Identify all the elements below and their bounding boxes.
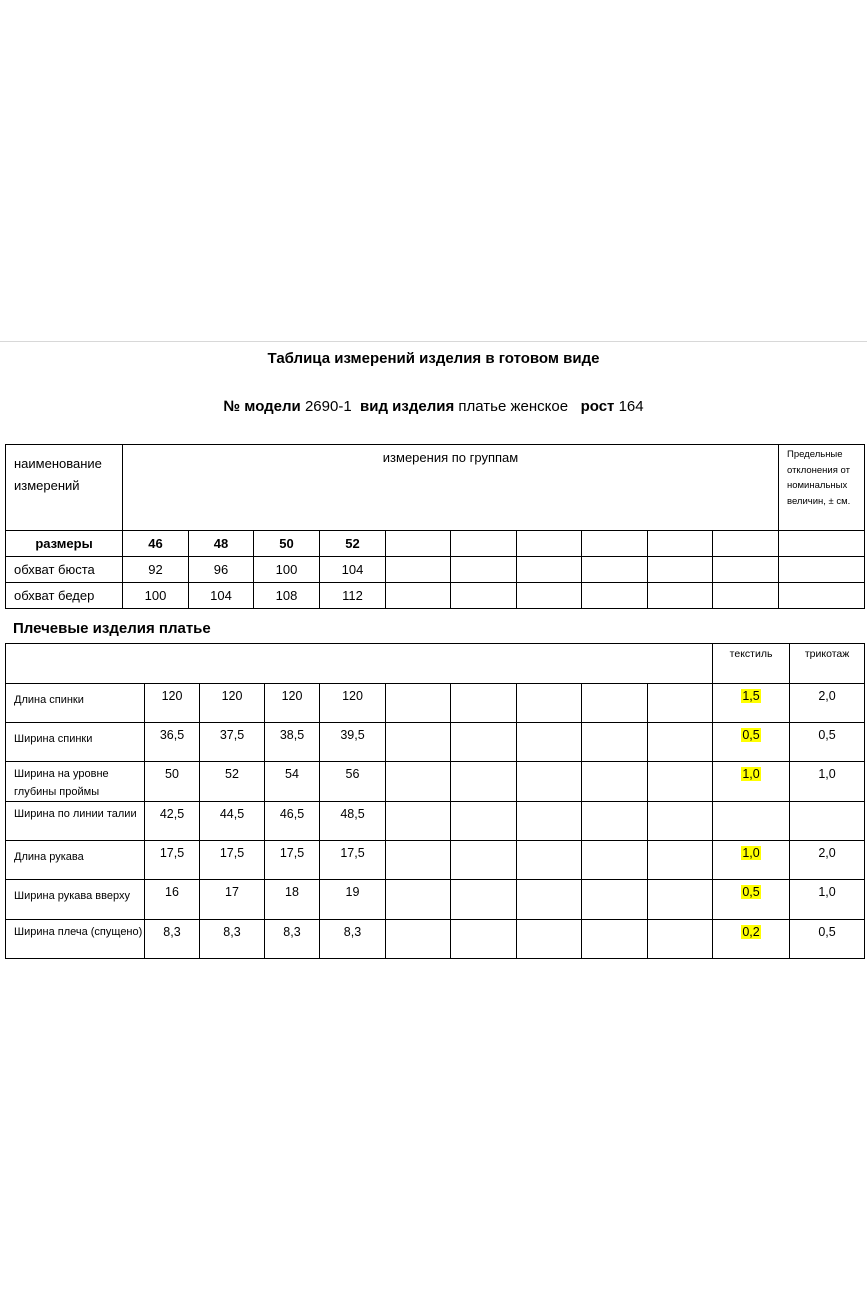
textile-cell	[713, 841, 790, 880]
empty-cell	[451, 684, 517, 723]
value-cell: 37,5	[200, 723, 265, 762]
table-row	[6, 841, 865, 880]
value-cell: 48,5	[320, 802, 386, 841]
value-cell: 54	[265, 762, 320, 802]
empty-cell	[713, 557, 779, 583]
empty-cell	[517, 723, 582, 762]
empty-cell	[386, 531, 451, 557]
value-cell: 100	[254, 557, 320, 583]
empty-cell	[451, 920, 517, 959]
empty-cell	[582, 531, 648, 557]
textile-highlight: 0,5	[742, 885, 760, 899]
table-row	[6, 880, 865, 920]
value-cell: 39,5	[320, 723, 386, 762]
empty-cell	[517, 557, 582, 583]
empty-cell	[517, 880, 582, 920]
empty-cell	[713, 531, 779, 557]
textile-cell	[713, 762, 790, 802]
empty-cell	[386, 723, 451, 762]
empty-cell	[517, 841, 582, 880]
empty-cell	[779, 557, 865, 583]
value-cell: 120	[320, 684, 386, 723]
value-cell: 50	[145, 762, 200, 802]
value-cell: 16	[145, 880, 200, 920]
empty-cell	[582, 802, 648, 841]
value-cell: 120	[200, 684, 265, 723]
value-cell: 17,5	[265, 841, 320, 880]
table-row	[6, 557, 865, 583]
empty-cell	[517, 920, 582, 959]
value-cell: 17	[200, 880, 265, 920]
empty-cell	[713, 583, 779, 609]
size-cell: 52	[320, 531, 386, 557]
knit-cell: 1,0	[790, 880, 865, 920]
textile-cell	[713, 802, 790, 841]
col-textile: текстиль	[713, 644, 790, 684]
value-cell: 52	[200, 762, 265, 802]
empty-cell	[451, 802, 517, 841]
value-cell: 104	[320, 557, 386, 583]
sizes-label: размеры	[6, 531, 123, 557]
empty-cell	[451, 557, 517, 583]
empty-cell	[648, 920, 713, 959]
textile-highlight: 1,0	[742, 767, 760, 781]
empty-cell	[517, 802, 582, 841]
row-label: Длина рукава	[6, 841, 145, 880]
table-row	[6, 762, 865, 802]
value-cell: 8,3	[145, 920, 200, 959]
value-cell: 18	[265, 880, 320, 920]
type-value: платье женское	[458, 398, 569, 415]
empty-cell	[386, 920, 451, 959]
knit-cell: 2,0	[790, 684, 865, 723]
empty-cell	[648, 583, 713, 609]
row-label: Ширина спинки	[6, 723, 145, 762]
empty-cell	[386, 880, 451, 920]
empty-cell	[582, 841, 648, 880]
textile-cell	[713, 880, 790, 920]
empty-cell	[648, 684, 713, 723]
empty-cell	[648, 802, 713, 841]
empty-cell	[517, 583, 582, 609]
size-cell: 50	[254, 531, 320, 557]
textile-highlight: 0,5	[742, 728, 760, 742]
empty-header	[6, 644, 713, 684]
page-title: Таблица измерений изделия в готовом виде	[267, 350, 600, 367]
knit-cell: 0,5	[790, 723, 865, 762]
value-cell: 56	[320, 762, 386, 802]
textile-cell	[713, 684, 790, 723]
table-row	[6, 723, 865, 762]
header-name: наименование измерений	[6, 445, 123, 531]
empty-cell	[451, 531, 517, 557]
value-cell: 120	[265, 684, 320, 723]
empty-cell	[582, 762, 648, 802]
value-cell: 38,5	[265, 723, 320, 762]
textile-cell	[713, 723, 790, 762]
row-label: обхват бюста	[6, 557, 123, 583]
table-row	[6, 583, 865, 609]
value-cell: 42,5	[145, 802, 200, 841]
table-row	[6, 802, 865, 841]
empty-cell	[648, 762, 713, 802]
empty-cell	[779, 531, 865, 557]
row-label: Длина спинки	[6, 684, 145, 723]
size-table	[5, 444, 865, 609]
type-label: вид изделия	[360, 398, 455, 415]
header-deviation: Предельные отклонения от номинальных величин, ± см.	[779, 445, 865, 531]
empty-cell	[386, 557, 451, 583]
empty-cell	[386, 684, 451, 723]
section-title: Плечевые изделия платье	[13, 620, 211, 637]
value-cell: 8,3	[200, 920, 265, 959]
empty-cell	[517, 762, 582, 802]
value-cell: 100	[123, 583, 189, 609]
table2-header-row	[6, 644, 865, 684]
value-cell: 112	[320, 583, 386, 609]
shoulder-products-table	[5, 643, 865, 959]
row-label: обхват бедер	[6, 583, 123, 609]
size-cell: 46	[123, 531, 189, 557]
top-divider	[0, 341, 867, 342]
empty-cell	[451, 583, 517, 609]
empty-cell	[386, 583, 451, 609]
empty-cell	[451, 841, 517, 880]
value-cell: 92	[123, 557, 189, 583]
textile-highlight: 1,0	[742, 846, 760, 860]
empty-cell	[386, 841, 451, 880]
empty-cell	[582, 557, 648, 583]
empty-cell	[582, 920, 648, 959]
knit-cell: 0,5	[790, 920, 865, 959]
value-cell: 8,3	[320, 920, 386, 959]
empty-cell	[582, 880, 648, 920]
value-cell: 120	[145, 684, 200, 723]
empty-cell	[517, 684, 582, 723]
sizes-row	[6, 531, 865, 557]
table-row	[6, 920, 865, 959]
empty-cell	[582, 583, 648, 609]
knit-cell: 1,0	[790, 762, 865, 802]
model-info-line	[0, 398, 867, 415]
empty-cell	[648, 531, 713, 557]
value-cell: 17,5	[200, 841, 265, 880]
table-row	[6, 684, 865, 723]
empty-cell	[582, 684, 648, 723]
empty-cell	[648, 557, 713, 583]
value-cell: 19	[320, 880, 386, 920]
height-label: рост	[580, 398, 615, 415]
header-groups: измерения по группам	[123, 445, 779, 531]
value-cell: 8,3	[265, 920, 320, 959]
value-cell: 44,5	[200, 802, 265, 841]
empty-cell	[779, 583, 865, 609]
value-cell: 17,5	[320, 841, 386, 880]
col-knit: трикотаж	[790, 644, 865, 684]
value-cell: 108	[254, 583, 320, 609]
value-cell: 36,5	[145, 723, 200, 762]
empty-cell	[386, 802, 451, 841]
knit-cell	[790, 802, 865, 841]
empty-cell	[451, 880, 517, 920]
empty-cell	[648, 880, 713, 920]
empty-cell	[648, 841, 713, 880]
value-cell: 46,5	[265, 802, 320, 841]
empty-cell	[451, 762, 517, 802]
textile-cell	[713, 920, 790, 959]
size-cell: 48	[189, 531, 254, 557]
textile-highlight: 1,5	[742, 689, 760, 703]
empty-cell	[648, 723, 713, 762]
table1-header-row	[6, 445, 865, 531]
height-value: 164	[618, 398, 644, 415]
empty-cell	[517, 531, 582, 557]
textile-highlight: 0,2	[742, 925, 760, 939]
empty-cell	[451, 723, 517, 762]
empty-cell	[386, 762, 451, 802]
knit-cell: 2,0	[790, 841, 865, 880]
value-cell: 96	[189, 557, 254, 583]
model-value: 2690-1	[304, 398, 352, 415]
model-label: № модели	[223, 398, 301, 415]
row-label: Ширина на уровне глубины проймы	[6, 762, 145, 802]
empty-cell	[582, 723, 648, 762]
row-label: Ширина рукава вверху	[6, 880, 145, 920]
value-cell: 104	[189, 583, 254, 609]
value-cell: 17,5	[145, 841, 200, 880]
row-label: Ширина плеча (спущено)	[6, 920, 145, 959]
row-label: Ширина по линии талии	[6, 802, 145, 841]
